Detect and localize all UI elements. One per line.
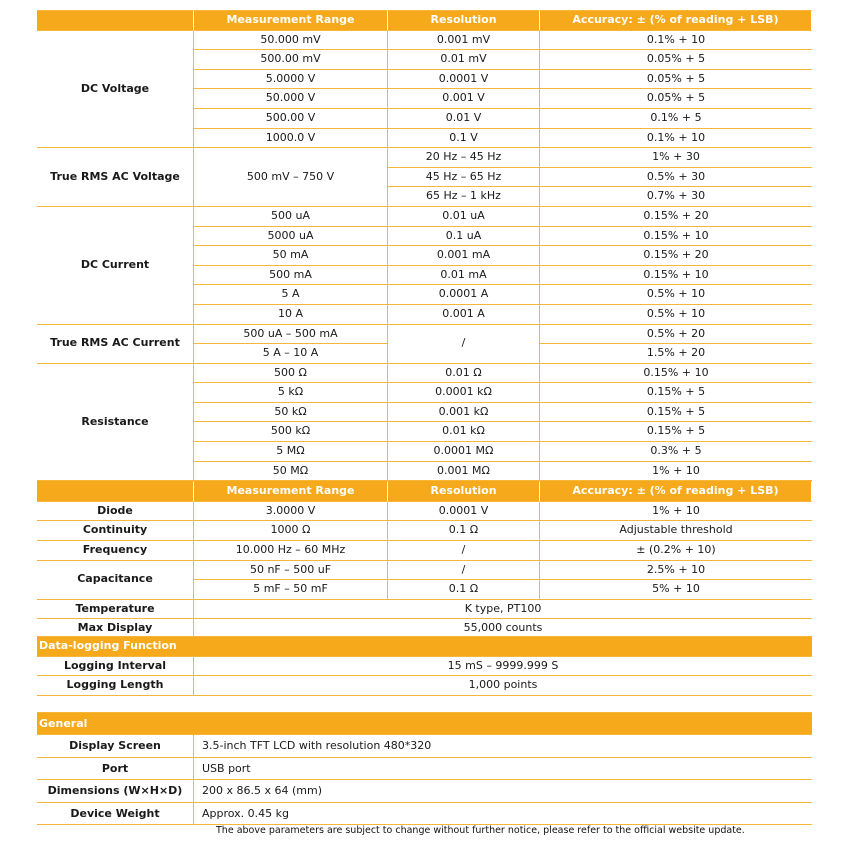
range-cell: 5 mF – 50 mF bbox=[194, 580, 388, 600]
range-cell: 500.00 V bbox=[194, 109, 388, 129]
dimensions-value: 200 x 86.5 x 64 (mm) bbox=[194, 780, 812, 802]
resolution-cell: 0.01 mA bbox=[388, 266, 540, 286]
resolution-cell: 0.001 A bbox=[388, 305, 540, 325]
table-row bbox=[37, 780, 812, 802]
table-row bbox=[37, 364, 812, 384]
continuity-label: Continuity bbox=[37, 521, 194, 541]
range-cell: 10.000 Hz – 60 MHz bbox=[194, 541, 388, 561]
accuracy-cell: 0.15% + 5 bbox=[540, 422, 812, 442]
accuracy-cell: 0.7% + 30 bbox=[540, 187, 812, 207]
diode-label: Diode bbox=[37, 502, 194, 522]
table-row bbox=[37, 561, 812, 581]
range-cell: 500 uA – 500 mA bbox=[194, 325, 388, 345]
resolution-cell: 0.0001 A bbox=[388, 285, 540, 305]
resolution-cell: 0.1 V bbox=[388, 129, 540, 149]
port-label: Port bbox=[37, 758, 194, 780]
accuracy-cell: 0.15% + 5 bbox=[540, 403, 812, 423]
table-row bbox=[37, 803, 812, 825]
logging-length-value: 1,000 points bbox=[194, 676, 812, 696]
resolution-cell: 0.1 uA bbox=[388, 227, 540, 247]
frequency-label: Frequency bbox=[37, 541, 194, 561]
header-blank bbox=[37, 10, 194, 31]
display-screen-value: 3.5-inch TFT LCD with resolution 480*320 bbox=[194, 735, 812, 757]
resolution-cell: 20 Hz – 45 Hz bbox=[388, 148, 540, 168]
general-title: General bbox=[37, 712, 812, 735]
table-row bbox=[37, 31, 812, 51]
accuracy-cell: ± (0.2% + 10) bbox=[540, 541, 812, 561]
resolution-cell: 0.01 uA bbox=[388, 207, 540, 227]
range-cell: 50 mA bbox=[194, 246, 388, 266]
table-header-2 bbox=[37, 481, 812, 502]
range-cell: 10 A bbox=[194, 305, 388, 325]
logging-title: Data-logging Function bbox=[37, 636, 812, 657]
table-row bbox=[37, 657, 812, 677]
range-cell: 1000.0 V bbox=[194, 129, 388, 149]
header-blank bbox=[37, 481, 194, 502]
table-row bbox=[37, 541, 812, 561]
resolution-cell: 0.0001 V bbox=[388, 502, 540, 522]
range-cell: 500.00 mV bbox=[194, 50, 388, 70]
resolution-cell: 0.01 mV bbox=[388, 50, 540, 70]
header-resolution: Resolution bbox=[388, 481, 540, 502]
range-cell: 5 A bbox=[194, 285, 388, 305]
accuracy-cell: 0.3% + 5 bbox=[540, 442, 812, 462]
table-row bbox=[37, 148, 812, 168]
logging-section-header bbox=[37, 636, 812, 657]
accuracy-cell: 0.15% + 5 bbox=[540, 383, 812, 403]
header-resolution: Resolution bbox=[388, 10, 540, 31]
resolution-cell: 0.001 MΩ bbox=[388, 462, 540, 482]
resolution-cell: 0.0001 MΩ bbox=[388, 442, 540, 462]
ac-current-label: True RMS AC Current bbox=[37, 325, 194, 364]
logging-interval-value: 15 mS – 9999.999 S bbox=[194, 657, 812, 677]
device-weight-label: Device Weight bbox=[37, 803, 194, 825]
resolution-cell: 0.001 V bbox=[388, 89, 540, 109]
accuracy-cell: 0.15% + 20 bbox=[540, 246, 812, 266]
accuracy-cell: 0.5% + 10 bbox=[540, 285, 812, 305]
resolution-cell: 45 Hz – 65 Hz bbox=[388, 168, 540, 188]
accuracy-cell: 0.05% + 5 bbox=[540, 70, 812, 90]
range-cell: 5.0000 V bbox=[194, 70, 388, 90]
accuracy-cell: Adjustable threshold bbox=[540, 521, 812, 541]
range-cell: 500 mA bbox=[194, 266, 388, 286]
resolution-cell: 0.01 Ω bbox=[388, 364, 540, 384]
table-row bbox=[37, 502, 812, 522]
table-row bbox=[37, 735, 812, 757]
table-row bbox=[37, 676, 812, 696]
accuracy-cell: 1% + 30 bbox=[540, 148, 812, 168]
max-display-label: Max Display bbox=[37, 619, 194, 639]
resolution-cell: 0.001 kΩ bbox=[388, 403, 540, 423]
header-accuracy: Accuracy: ± (% of reading + LSB) bbox=[540, 481, 812, 502]
resolution-cell: 0.001 mA bbox=[388, 246, 540, 266]
accuracy-cell: 0.1% + 10 bbox=[540, 129, 812, 149]
accuracy-cell: 0.1% + 5 bbox=[540, 109, 812, 129]
accuracy-cell: 0.5% + 10 bbox=[540, 305, 812, 325]
resolution-cell: / bbox=[388, 325, 540, 364]
header-range: Measurement Range bbox=[194, 481, 388, 502]
footnote: The above parameters are subject to change without further notice, please refer to the official website update. bbox=[216, 825, 745, 836]
device-weight-value: Approx. 0.45 kg bbox=[194, 803, 812, 825]
table-row bbox=[37, 758, 812, 780]
accuracy-cell: 0.15% + 10 bbox=[540, 227, 812, 247]
resolution-cell: 0.01 V bbox=[388, 109, 540, 129]
temperature-value: K type, PT100 bbox=[194, 600, 812, 620]
spec-table bbox=[37, 10, 812, 639]
accuracy-cell: 1% + 10 bbox=[540, 462, 812, 482]
range-cell: 5 A – 10 A bbox=[194, 344, 388, 364]
resolution-cell: 0.01 kΩ bbox=[388, 422, 540, 442]
range-cell: 500 uA bbox=[194, 207, 388, 227]
accuracy-cell: 0.05% + 5 bbox=[540, 89, 812, 109]
range-cell: 50 kΩ bbox=[194, 403, 388, 423]
resolution-cell: 0.0001 kΩ bbox=[388, 383, 540, 403]
accuracy-cell: 1.5% + 20 bbox=[540, 344, 812, 364]
accuracy-cell: 1% + 10 bbox=[540, 502, 812, 522]
range-cell: 3.0000 V bbox=[194, 502, 388, 522]
range-cell: 500 mV – 750 V bbox=[194, 148, 388, 207]
ac-voltage-label: True RMS AC Voltage bbox=[37, 148, 194, 207]
accuracy-cell: 0.15% + 10 bbox=[540, 364, 812, 384]
table-header bbox=[37, 10, 812, 31]
logging-interval-label: Logging Interval bbox=[37, 657, 194, 677]
dc-current-label: DC Current bbox=[37, 207, 194, 325]
logging-table bbox=[37, 636, 812, 696]
resolution-cell: 0.0001 V bbox=[388, 70, 540, 90]
header-accuracy: Accuracy: ± (% of reading + LSB) bbox=[540, 10, 812, 31]
dimensions-label: Dimensions (W×H×D) bbox=[37, 780, 194, 802]
table-row bbox=[37, 600, 812, 620]
accuracy-cell: 0.5% + 20 bbox=[540, 325, 812, 345]
table-row bbox=[37, 325, 812, 345]
capacitance-label: Capacitance bbox=[37, 561, 194, 600]
resistance-label: Resistance bbox=[37, 364, 194, 482]
header-range: Measurement Range bbox=[194, 10, 388, 31]
range-cell: 500 Ω bbox=[194, 364, 388, 384]
range-cell: 1000 Ω bbox=[194, 521, 388, 541]
accuracy-cell: 0.5% + 30 bbox=[540, 168, 812, 188]
resolution-cell: 0.1 Ω bbox=[388, 580, 540, 600]
dc-voltage-label: DC Voltage bbox=[37, 31, 194, 149]
resolution-cell: 0.1 Ω bbox=[388, 521, 540, 541]
range-cell: 5 kΩ bbox=[194, 383, 388, 403]
resolution-cell: / bbox=[388, 561, 540, 581]
accuracy-cell: 0.15% + 10 bbox=[540, 266, 812, 286]
logging-length-label: Logging Length bbox=[37, 676, 194, 696]
resolution-cell: / bbox=[388, 541, 540, 561]
general-table bbox=[37, 712, 812, 825]
range-cell: 500 kΩ bbox=[194, 422, 388, 442]
resolution-cell: 65 Hz – 1 kHz bbox=[388, 187, 540, 207]
accuracy-cell: 0.05% + 5 bbox=[540, 50, 812, 70]
range-cell: 50.000 mV bbox=[194, 31, 388, 51]
general-section-header bbox=[37, 712, 812, 735]
resolution-cell: 0.001 mV bbox=[388, 31, 540, 51]
port-value: USB port bbox=[194, 758, 812, 780]
range-cell: 5000 uA bbox=[194, 227, 388, 247]
accuracy-cell: 5% + 10 bbox=[540, 580, 812, 600]
display-screen-label: Display Screen bbox=[37, 735, 194, 757]
accuracy-cell: 0.1% + 10 bbox=[540, 31, 812, 51]
accuracy-cell: 0.15% + 20 bbox=[540, 207, 812, 227]
table-row bbox=[37, 521, 812, 541]
temperature-label: Temperature bbox=[37, 600, 194, 620]
range-cell: 50.000 V bbox=[194, 89, 388, 109]
max-display-value: 55,000 counts bbox=[194, 619, 812, 639]
range-cell: 5 MΩ bbox=[194, 442, 388, 462]
range-cell: 50 MΩ bbox=[194, 462, 388, 482]
accuracy-cell: 2.5% + 10 bbox=[540, 561, 812, 581]
range-cell: 50 nF – 500 uF bbox=[194, 561, 388, 581]
table-row bbox=[37, 207, 812, 227]
